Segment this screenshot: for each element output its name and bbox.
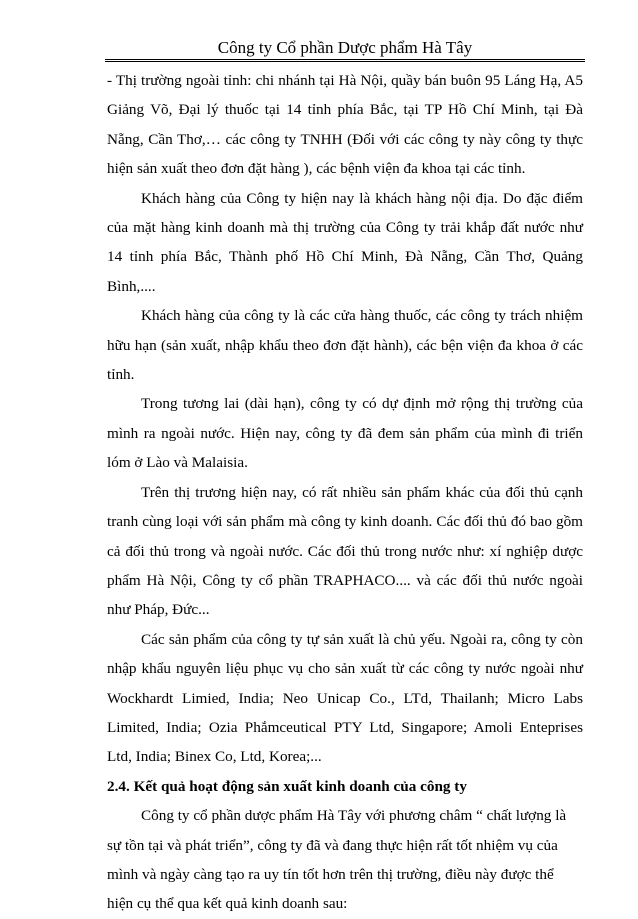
paragraph-domestic-market: - Thị trường ngoài tỉnh: chi nhánh tại Hà Nội, quầy bán buôn 95 Láng Hạ, A5 Giảng Võ, Đại lý thuốc tại 14 tỉnh phía Bắc, tại TP Hồ Chí Minh, tại Đà Nẵng, Cần Thơ,… các công ty TNHH (Đối với các công ty này công ty thực hiện sản xuất theo đơn đặt hàng ), các bệnh viện đa khoa tại các tỉnh. xyxy=(107,72,583,178)
paragraph-suppliers: Các sản phẩm của công ty tự sản xuất là chủ yếu. Ngoài ra, công ty còn nhập khẩu nguyên liệu phục vụ cho sản xuất từ các công ty nước ngoài như Wockhardt Limied, India; Neo Unicap Co., LTd, Thailanh; Micro Labs Limited, India; Ozia Phắmceutical PTY Ltd, Singapore; Amoli Enteprises Ltd, India; Binex Co, Ltd, Korea;... xyxy=(107,630,583,766)
paragraph-customers: Khách hàng của Công ty hiện nay là khách hàng nội địa. Do đặc điểm của mặt hàng kinh doanh mà thị trường của Công ty trải khắp đất nước như 14 tỉnh phía Bắc, Thành phố Hồ Chí Minh, Đà Nẵng, Cần Thơ, Quảng Bình,.... xyxy=(107,189,583,295)
document-body xyxy=(107,66,583,919)
page-header-title: Công ty Cổ phần Dược phẩm Hà Tây xyxy=(217,38,473,57)
paragraph-customer-types: Khách hàng của công ty là các cửa hàng thuốc, các công ty trách nhiệm hữu hạn (sản xuất, nhập khẩu theo đơn đặt hành), các bện viện đa khoa ở các tỉnh. xyxy=(107,307,583,384)
header-rule-bottom xyxy=(105,61,585,62)
section-heading: 2.4. Kết quả hoạt động sản xuất kinh doanh của công ty xyxy=(107,777,467,795)
header-rule-top xyxy=(105,59,585,60)
paragraph-future-plans: Trong tương lai (dài hạn), công ty có dự định mở rộng thị trường của mình ra ngoài nước. Hiện nay, công ty đã đem sản phẩm của mình đi triển lóm ở Lào và Malaisia. xyxy=(107,395,583,472)
paragraph-competitors: Trên thị trương hiện nay, có rất nhiều sản phẩm khác của đối thủ cạnh tranh cùng loại với sản phẩm mà công ty kinh doanh. Các đối thủ đó bao gồm cả đối thủ trong và ngoài nước. Các đối thủ trong nước như: xí nghiệp dược phẩm Hà Nội, Công ty cổ phần TRAPHACO.... và các đối thủ nước ngoài như Pháp, Đức... xyxy=(107,483,583,619)
paragraph-business-results: Công ty cổ phần dược phẩm Hà Tây với phương châm “ chất lượng là sự tồn tại và phát triển”, công ty đã và đang thực hiện rất tốt nhiệm vụ của mình và ngày càng tạo ra uy tín tốt hơn trên thị trường, điều này được thể hiện cụ thể qua kết quả kinh doanh sau: xyxy=(107,807,567,913)
